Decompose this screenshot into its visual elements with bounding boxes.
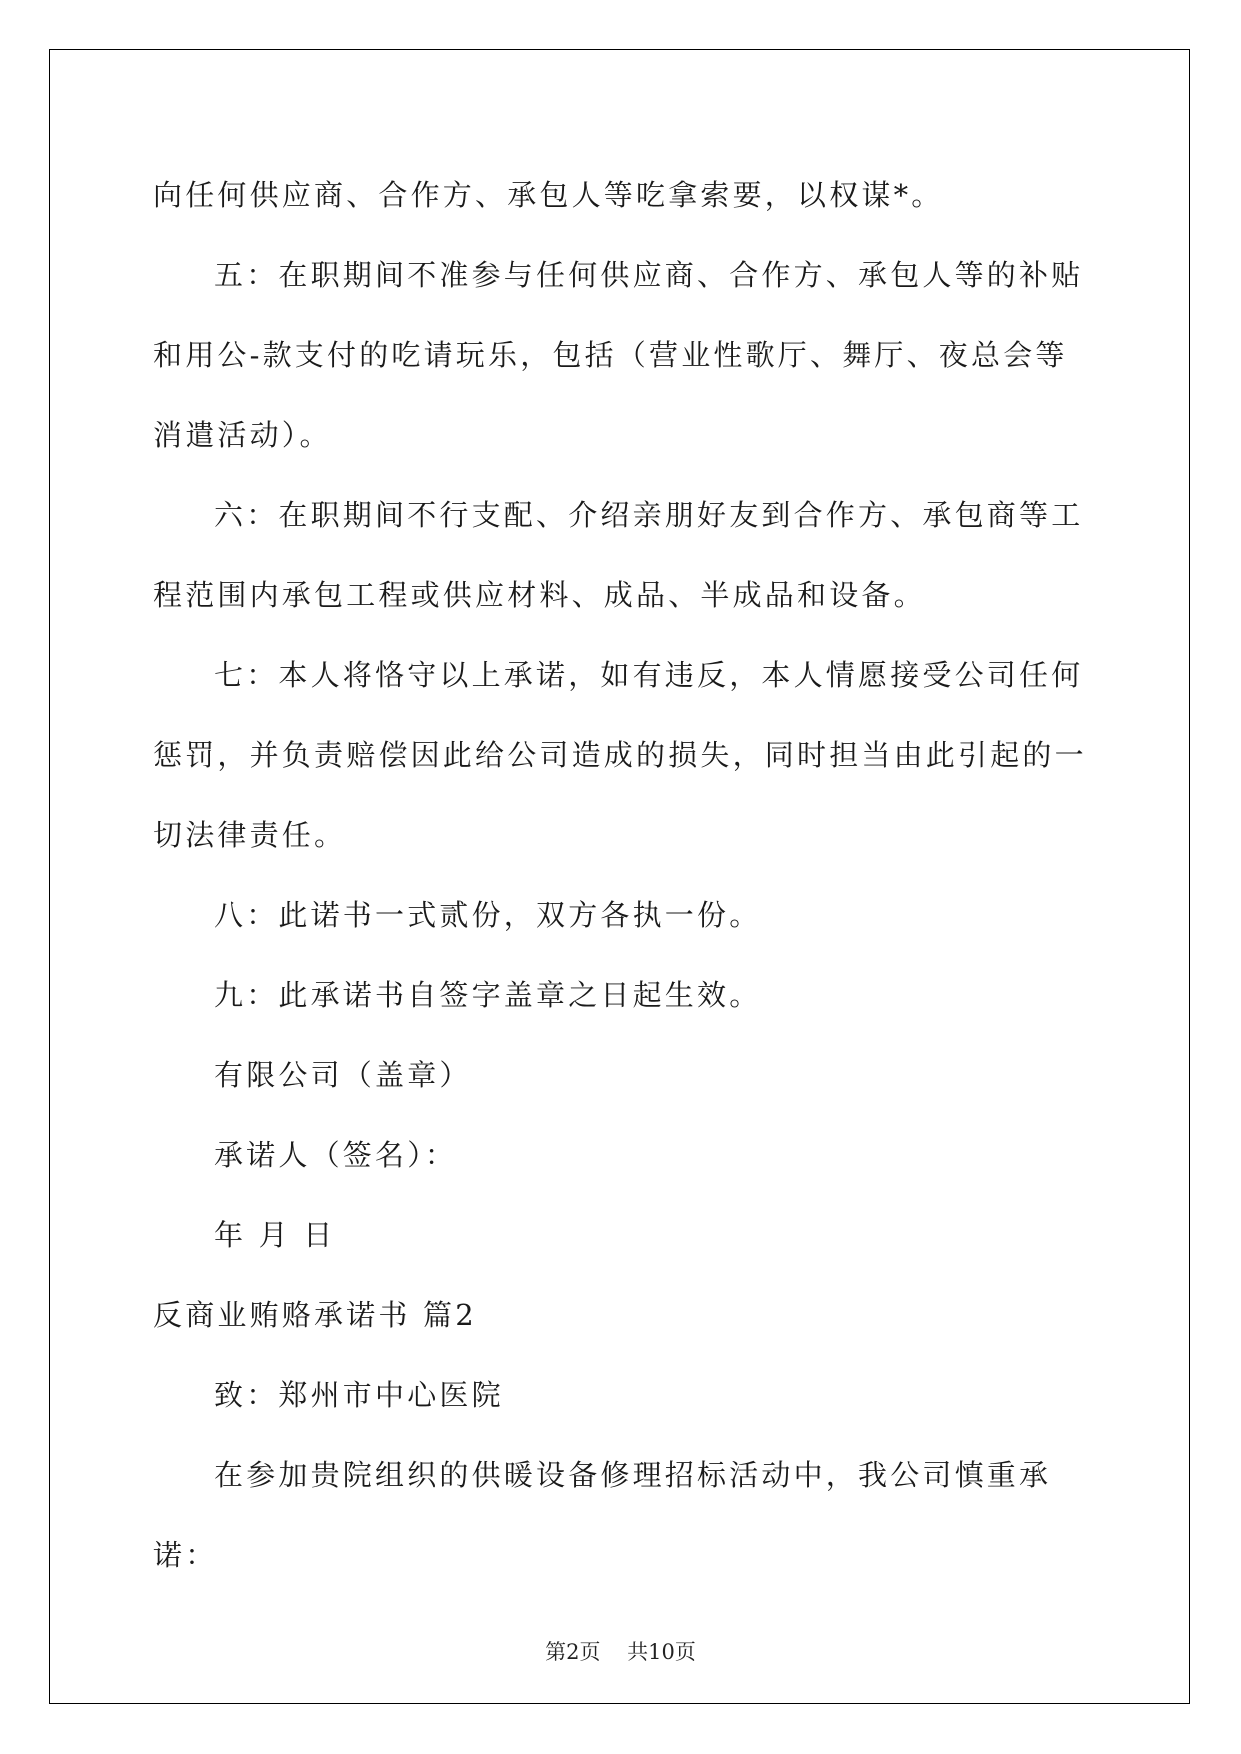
document-body <box>153 155 1088 1595</box>
paragraph-item-7: 七：本人将恪守以上承诺，如有违反，本人情愿接受公司任何惩罚，并负责赔偿因此给公司造成的损失，同时担当由此引起的一切法律责任。 <box>153 658 1087 852</box>
paragraph-item-8: 八：此诺书一式贰份，双方各执一份。 <box>214 898 762 932</box>
page-number: 第2页 <box>545 1640 601 1664</box>
paragraph-item-5: 五：在职期间不准参与任何供应商、合作方、承包人等的补贴和用公-款支付的吃请玩乐，包括（营业性歌厅、舞厅、夜总会等消遣活动）。 <box>153 258 1084 452</box>
paragraph-item-9: 九：此承诺书自签字盖章之日起生效。 <box>214 978 762 1012</box>
paragraph-continued: 向任何供应商、合作方、承包人等吃拿索要，以权谋*。 <box>153 178 944 212</box>
intro-paragraph: 在参加贵院组织的供暖设备修理招标活动中，我公司慎重承诺： <box>153 1458 1052 1572</box>
section-heading: 反商业贿赂承诺书 篇2 <box>153 1298 477 1332</box>
addressee-line: 致：郑州市中心医院 <box>214 1378 504 1412</box>
page-footer <box>0 1637 1241 1667</box>
paragraph-item-6: 六：在职期间不行支配、介绍亲朋好友到合作方、承包商等工程范围内承包工程或供应材料、成品、半成品和设备。 <box>153 498 1084 612</box>
page-total: 共10页 <box>627 1640 696 1664</box>
company-seal-line: 有限公司（盖章） <box>214 1058 472 1092</box>
signature-line: 承诺人（签名）： <box>214 1138 458 1172</box>
date-line: 年 月 日 <box>214 1218 336 1252</box>
